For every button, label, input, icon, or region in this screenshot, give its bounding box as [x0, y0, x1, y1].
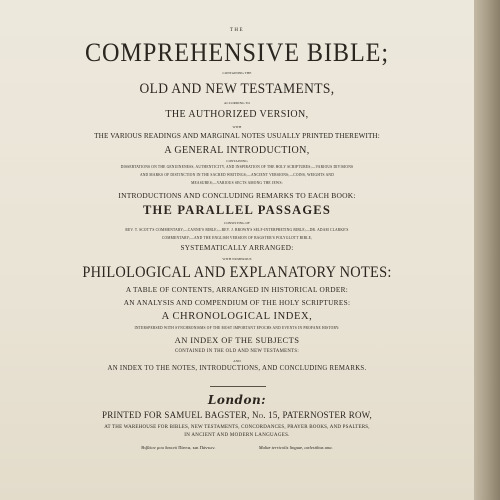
- text-index-notes: AN INDEX TO THE NOTES, INTRODUCTIONS, AND CONCLUDING REMARKS.: [107, 365, 367, 372]
- heading-parallel-passages: THE PARALLEL PASSAGES: [143, 203, 331, 217]
- divider-rule: [210, 386, 266, 387]
- imprint-warehouse-2: IN ANCIENT AND MODERN LANGUAGES.: [184, 433, 290, 438]
- text-dissertations-1: DISSERTATIONS ON THE GENUINENESS, AUTHENTICITY, AND INSPIRATION OF THE HOLY SCRIPTURES;—VARIOUS DIVISIONS: [120, 165, 354, 169]
- text-interspersed: INTERSPERSED WITH SYNCHRONISMS OF THE MOST IMPORTANT EPOCHS AND EVENTS IN PROFANE HISTORY:: [134, 326, 340, 330]
- text-intros: INTRODUCTIONS AND CONCLUDING REMARKS TO EACH BOOK:: [118, 191, 356, 200]
- label-containing: CONTAINING THE: [222, 71, 252, 75]
- text-toc: A TABLE OF CONTENTS, ARRANGED IN HISTORICAL ORDER:: [125, 285, 349, 294]
- text-dissertations-3: MEASURES;—VARIOUS SECTS AMONG THE JEWS:: [191, 181, 283, 185]
- label-with-numerous: WITH NUMEROUS: [222, 257, 252, 261]
- motto-greek: Βιβλίον μου δεικνύ Πάντα, και Πάντων.: [141, 445, 216, 450]
- text-dissertations-2: AND MARKS OF DISTINCTION IN THE SACRED WRITINGS;—ANCIENT VERSIONS;—COINS, WEIGHTS AND: [139, 173, 335, 177]
- text-commentary-2: COMMENTARY;—AND THE ENGLISH VERSION OF BAGSTER'S POLYGLOTT BIBLE,: [161, 236, 313, 240]
- text-contained: CONTAINED IN THE OLD AND NEW TESTAMENTS:: [175, 349, 299, 354]
- imprint-mottos: [0, 446, 474, 451]
- imprint-warehouse-1: AT THE WAREHOUSE FOR BIBLES, NEW TESTAMENTS, CONCORDANCES, PRAYER BOOKS, AND PSALTERS,: [104, 425, 370, 430]
- page-title: COMPREHENSIVE BIBLE;: [84, 38, 390, 67]
- book-binding-gutter: [472, 0, 500, 500]
- label-and: AND: [233, 359, 241, 363]
- text-analysis: AN ANALYSIS AND COMPENDIUM OF THE HOLY SCRIPTURES:: [123, 298, 351, 307]
- heading-version: THE AUTHORIZED VERSION,: [165, 109, 309, 120]
- heading-index-subjects: AN INDEX OF THE SUBJECTS: [174, 335, 300, 345]
- motto-latin: Multæ terricolis linguæ, cœlestibus una.: [258, 445, 333, 450]
- label-containing-2: CONTAINING: [226, 159, 248, 163]
- heading-general-intro: A GENERAL INTRODUCTION,: [164, 145, 310, 156]
- heading-testaments: OLD AND NEW TESTAMENTS,: [139, 81, 335, 97]
- label-according-to: ACCORDING TO: [224, 101, 250, 105]
- heading-chronological-index: A CHRONOLOGICAL INDEX,: [161, 311, 313, 322]
- imprint-london: London:: [207, 393, 267, 407]
- text-readings: THE VARIOUS READINGS AND MARGINAL NOTES USUALLY PRINTED THEREWITH:: [94, 132, 380, 140]
- text-commentary-1: REV. T. SCOTT'S COMMENTARY;—CANNE'S BIBLE;—REV. J. BROWN'S SELF-INTERPRETING BIBLE;—DR. ADAM CLARKE'S: [125, 228, 349, 232]
- label-consisting: CONSISTING OF: [224, 221, 250, 225]
- heading-notes: PHILOLOGICAL AND EXPLANATORY NOTES:: [82, 264, 392, 281]
- text-arranged: SYSTEMATICALLY ARRANGED:: [180, 244, 294, 252]
- title-the: THE: [229, 28, 245, 33]
- imprint-printed-for: PRINTED FOR SAMUEL BAGSTER, No. 15, PATERNOSTER ROW,: [101, 410, 372, 420]
- label-with: WITH: [232, 125, 242, 129]
